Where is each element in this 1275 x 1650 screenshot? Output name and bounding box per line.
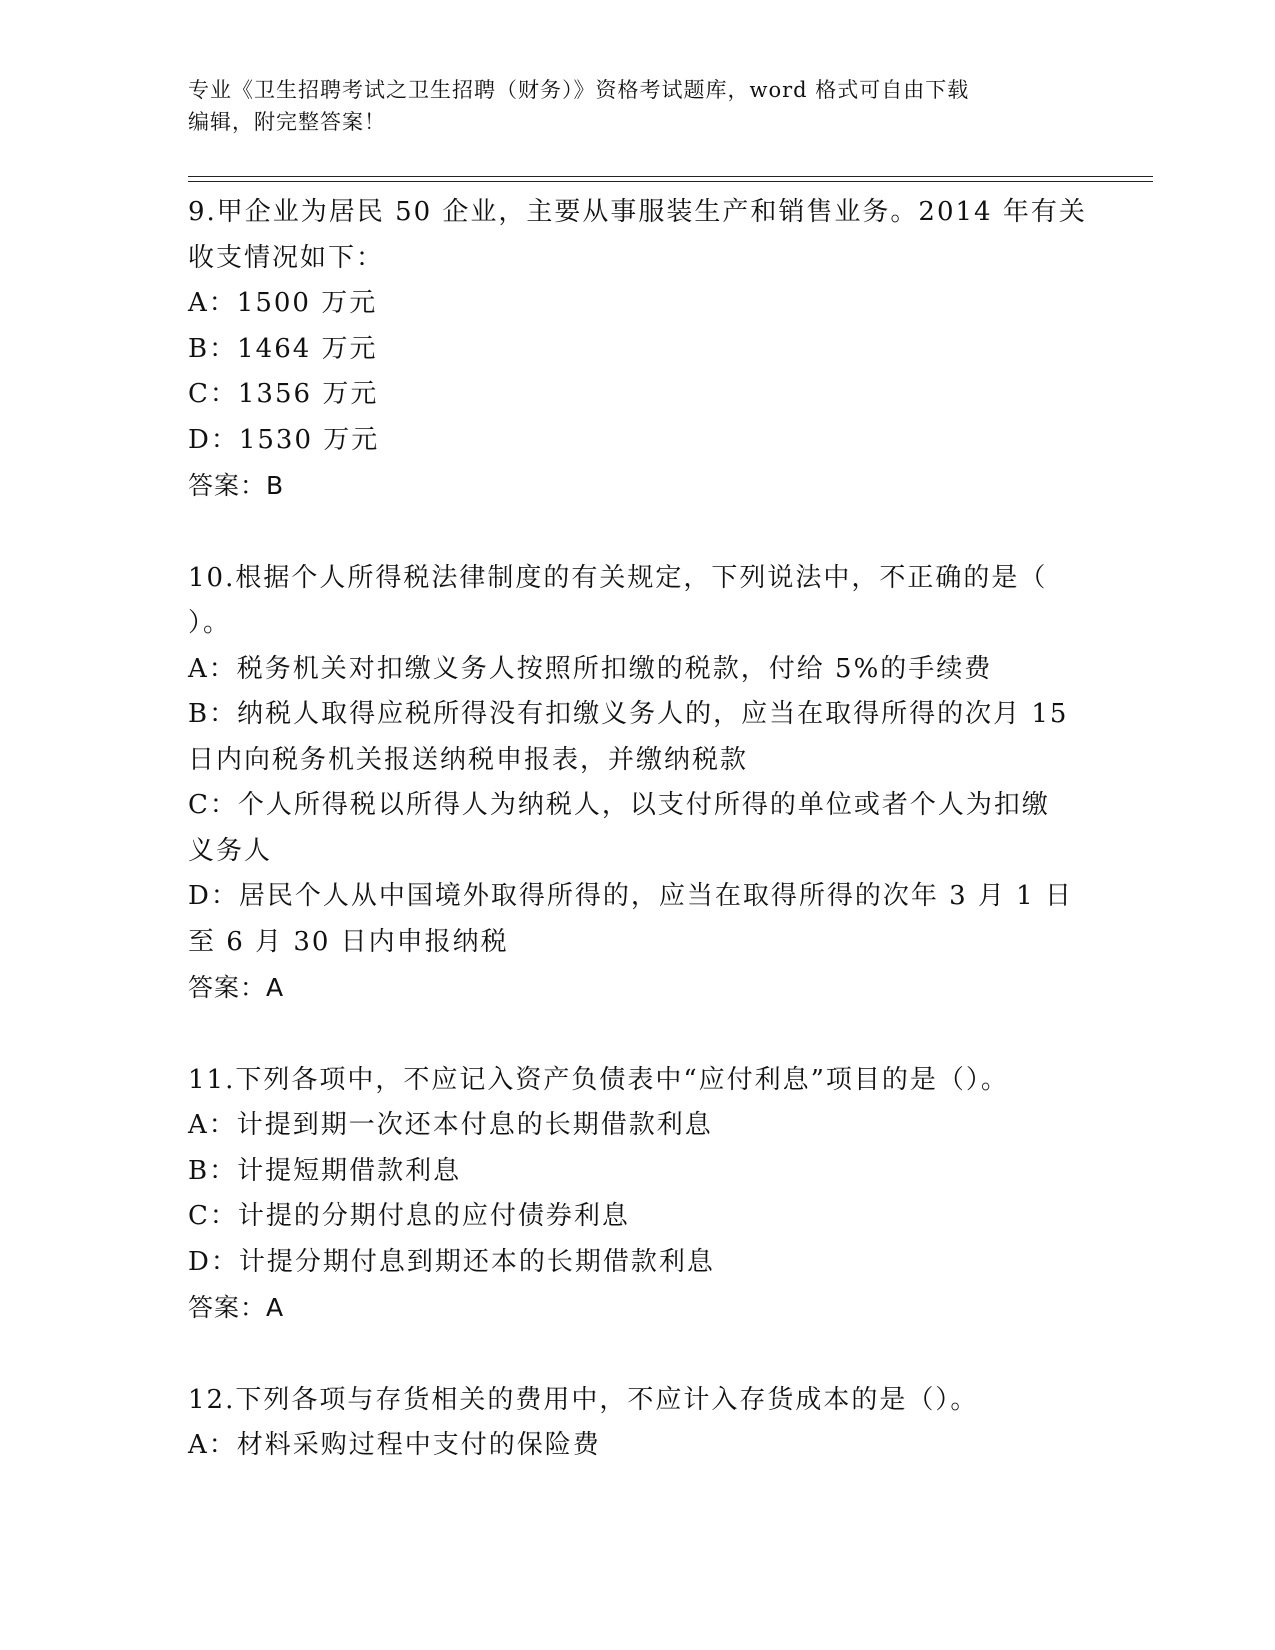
header-line-1: 专业《卫生招聘考试之卫生招聘（财务）》资格考试题库，word 格式可自由下载	[188, 78, 970, 102]
question-stem-line: 12.下列各项与存货相关的费用中，不应计入存货成本的是（）。	[188, 1384, 979, 1415]
option-c-continued: 义务人	[188, 835, 273, 866]
option-c: C：计提的分期付息的应付债券利息	[188, 1201, 630, 1231]
option-c: C：个人所得税以所得人为纳税人，以支付所得的单位或者个人为扣缴	[188, 790, 1050, 820]
option-a: A：1500 万元	[188, 288, 378, 318]
option-a: A：税务机关对扣缴义务人按照所扣缴的税款，付给 5%的手续费	[188, 653, 993, 684]
question-10	[188, 556, 1088, 1011]
answer-line: 答案：A	[188, 1293, 285, 1322]
option-d: D：居民个人从中国境外取得所得的，应当在取得所得的次年 3 月 1 日	[188, 881, 1073, 911]
question-12	[188, 1378, 1088, 1469]
answer-line: 答案：B	[188, 471, 285, 500]
option-d: D：计提分期付息到期还本的长期借款利息	[188, 1246, 715, 1277]
option-a: A：材料采购过程中支付的保险费	[188, 1430, 601, 1460]
option-b: B：纳税人取得应税所得没有扣缴义务人的，应当在取得所得的次月 15	[188, 699, 1069, 729]
option-d-continued: 至 6 月 30 日内申报纳税	[188, 926, 509, 957]
document-header	[188, 74, 1088, 138]
option-b-continued: 日内向税务机关报送纳税申报表，并缴纳税款	[188, 744, 749, 775]
option-b: B：计提短期借款利息	[188, 1155, 462, 1186]
question-9	[188, 190, 1088, 509]
question-list	[188, 190, 1088, 1516]
question-stem-line: 10.根据个人所得税法律制度的有关规定，下列说法中，不正确的是（	[188, 562, 1048, 593]
question-stem-line: ）。	[188, 608, 232, 638]
question-11	[188, 1058, 1088, 1331]
answer-line: 答案：A	[188, 973, 285, 1002]
option-a: A：计提到期一次还本付息的长期借款利息	[188, 1110, 713, 1140]
option-b: B：1464 万元	[188, 333, 378, 364]
question-stem-line: 9.甲企业为居民 50 企业，主要从事服装生产和销售业务。2014 年有关	[188, 197, 1087, 227]
header-divider	[188, 176, 1153, 182]
question-stem-line: 收支情况如下：	[188, 242, 385, 273]
question-stem-line: 11.下列各项中，不应记入资产负债表中“应付利息”项目的是（）。	[188, 1064, 1009, 1095]
header-line-2: 编辑，附完整答案！	[188, 110, 386, 134]
option-d: D：1530 万元	[188, 424, 380, 455]
option-c: C：1356 万元	[188, 379, 379, 409]
